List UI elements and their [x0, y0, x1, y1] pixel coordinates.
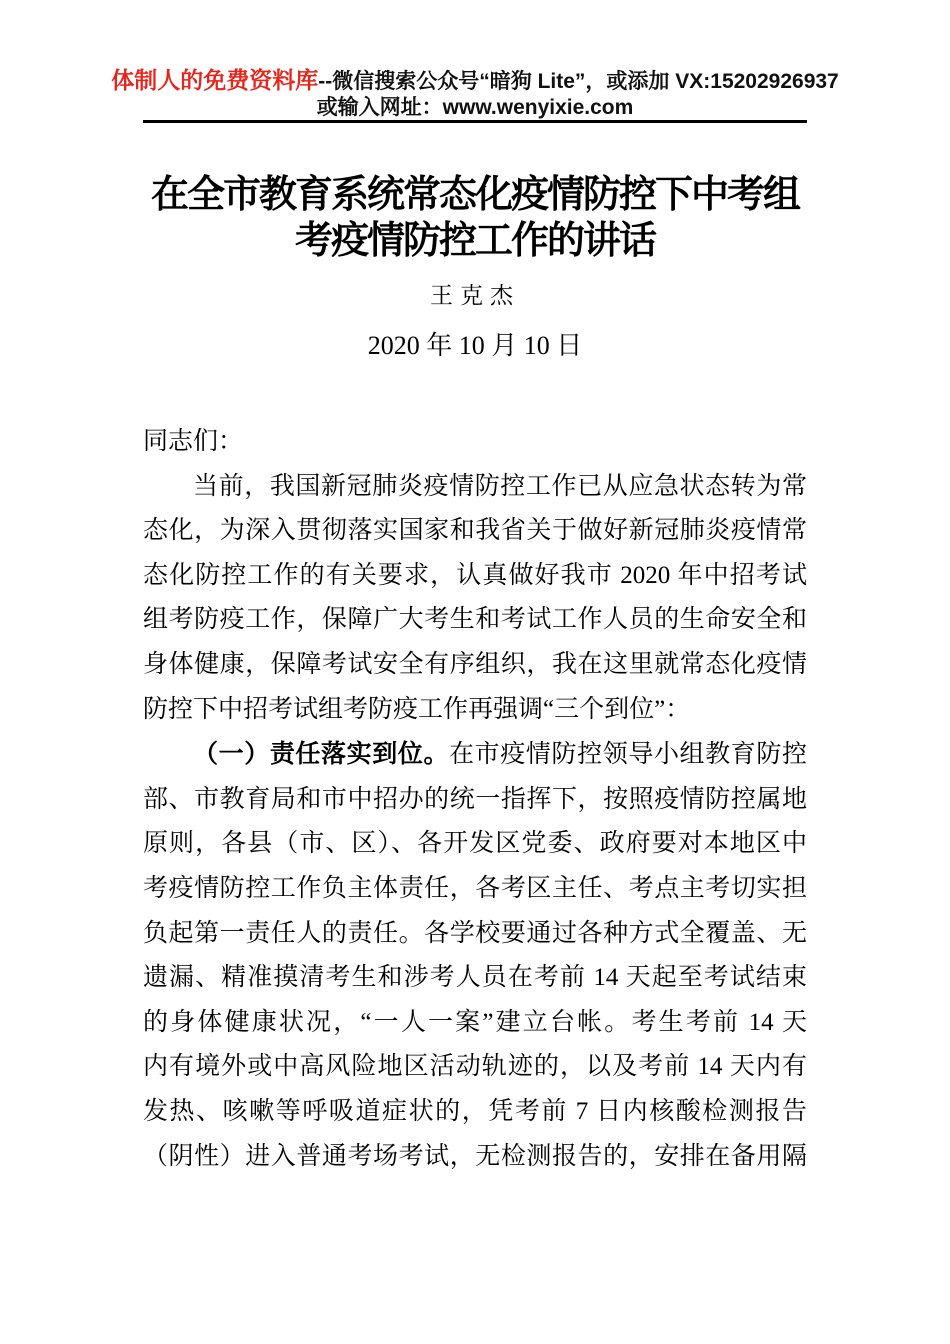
body-line: 组考防疫工作，保障广大考生和考试工作人员的生命安全和 — [143, 606, 807, 634]
body-line: 发热、咳嗽等呼吸道症状的，凭考前 7 日内核酸检测报告 — [143, 1097, 807, 1125]
doc-title-line2: 考疫情防控工作的讲话 — [294, 220, 655, 262]
body-line: 的身体健康状况，“一人一案”建立台帐。考生考前 14 天 — [143, 1008, 807, 1036]
doc-title-line1: 在全市教育系统常态化疫情防控下中考组 — [150, 174, 799, 216]
doc-author: 王克杰 — [430, 283, 520, 308]
promo-brand-text: 体制人的免费资料库 — [111, 67, 319, 93]
body-line: 内有境外或中高风险地区活动轨迹的，以及考前 14 天内有 — [143, 1053, 807, 1081]
doc-date: 2020 年 10 月 10 日 — [367, 331, 583, 360]
body-line: 负起第一责任人的责任。各学校要通过各种方式全覆盖、无 — [143, 919, 807, 947]
body-line: 态化，为深入贯彻落实国家和我省关于做好新冠肺炎疫情常 — [143, 517, 807, 545]
body-line: 态化防控工作的有关要求，认真做好我市 2020 年中招考试 — [143, 561, 807, 589]
body-line-text: 在市疫情防控领导小组教育防控 — [449, 741, 807, 769]
body-line: 防控下中招考试组考防疫工作再强调“三个到位”： — [143, 695, 691, 723]
body-line — [143, 732, 807, 778]
promo-tagline: --微信搜索公众号“暗狗 Lite”，或添加 VX:15202926937 — [318, 70, 839, 93]
body-line: 部、市教育局和市中招办的统一指挥下，按照疫情防控属地 — [143, 785, 807, 813]
promo-header-line1 — [0, 66, 950, 96]
section-heading: （一）责任落实到位。 — [193, 740, 450, 769]
header-divider-line — [143, 120, 807, 123]
body-line: 当前，我国新冠肺炎疫情防控工作已从应急状态转为常 — [193, 472, 807, 500]
salutation-line: 同志们： — [143, 428, 244, 455]
body-line: （阴性）进入普通考场考试，无检测报告的，安排在备用隔 — [143, 1142, 807, 1170]
body-line: 考疫情防控工作负主体责任，各考区主任、考点主考切实担 — [143, 874, 807, 902]
body-line: 遗漏、精准摸清考生和涉考人员在考前 14 天起至考试结束 — [143, 964, 807, 992]
promo-header-line2: 或输入网址：www.wenyixie.com — [316, 96, 634, 119]
body-line: 原则，各县（市、区）、各开发区党委、政府要对本地区中 — [143, 830, 807, 858]
body-line: 身体健康，保障考试安全有序组织，我在这里就常态化疫情 — [143, 650, 807, 678]
doc-body — [143, 420, 807, 1179]
